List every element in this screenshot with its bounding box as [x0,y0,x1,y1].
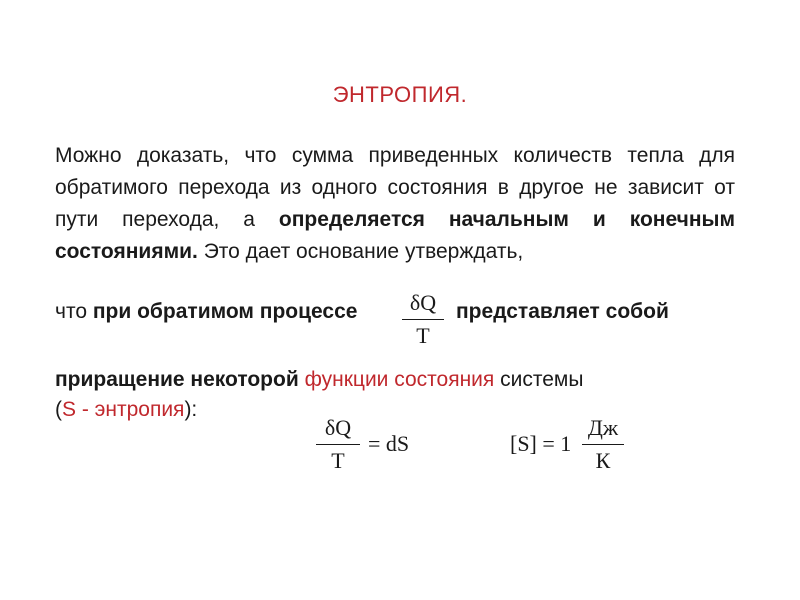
paragraph-bold: определяется начальным и конечным состояниями. [55,208,735,263]
entropy-definition-line [55,398,197,422]
formula2-fraction [582,415,624,474]
slide-title: ЭНТРОПИЯ. [332,82,468,107]
formula1-rhs: = dS [368,431,410,456]
fraction-bar [582,444,624,445]
increment-line [55,368,583,392]
statement-continuation: представляет собой [456,300,669,323]
inline-fraction-numerator: δQ [409,290,437,315]
entropy-symbol-text: S - энтропия [62,398,185,421]
paren-open: ( [55,398,62,421]
formula1-numerator: δQ [324,415,352,440]
paragraph-text-2: Это дает основание утверждать, [197,240,524,263]
paragraph-text-1: Можно доказать, что сумма приведенных количеств тепла для обратимого перехода из одного состояния в другое не зависит от пути перехода, а [55,144,735,231]
fraction-bar [402,319,444,320]
formula1-fraction [316,415,360,474]
intro-paragraph [55,140,735,268]
increment-bold: приращение некоторой [55,368,299,391]
increment-suffix: системы [494,368,584,391]
state-function-text: функции состояния [298,368,495,391]
paren-close: ): [184,398,198,421]
statement-prefix: что [55,300,93,323]
statement-bold: при обратимом процессе [92,300,358,323]
fraction-bar [316,444,360,445]
formula2-numerator: Дж [587,415,619,440]
formula2-lhs: [S] = 1 [510,431,572,456]
inline-fraction-denominator: T [416,323,430,348]
inline-fraction [402,290,444,349]
statement-line [55,300,357,324]
formula1-denominator: T [331,448,345,473]
formula2-denominator: К [595,448,611,473]
